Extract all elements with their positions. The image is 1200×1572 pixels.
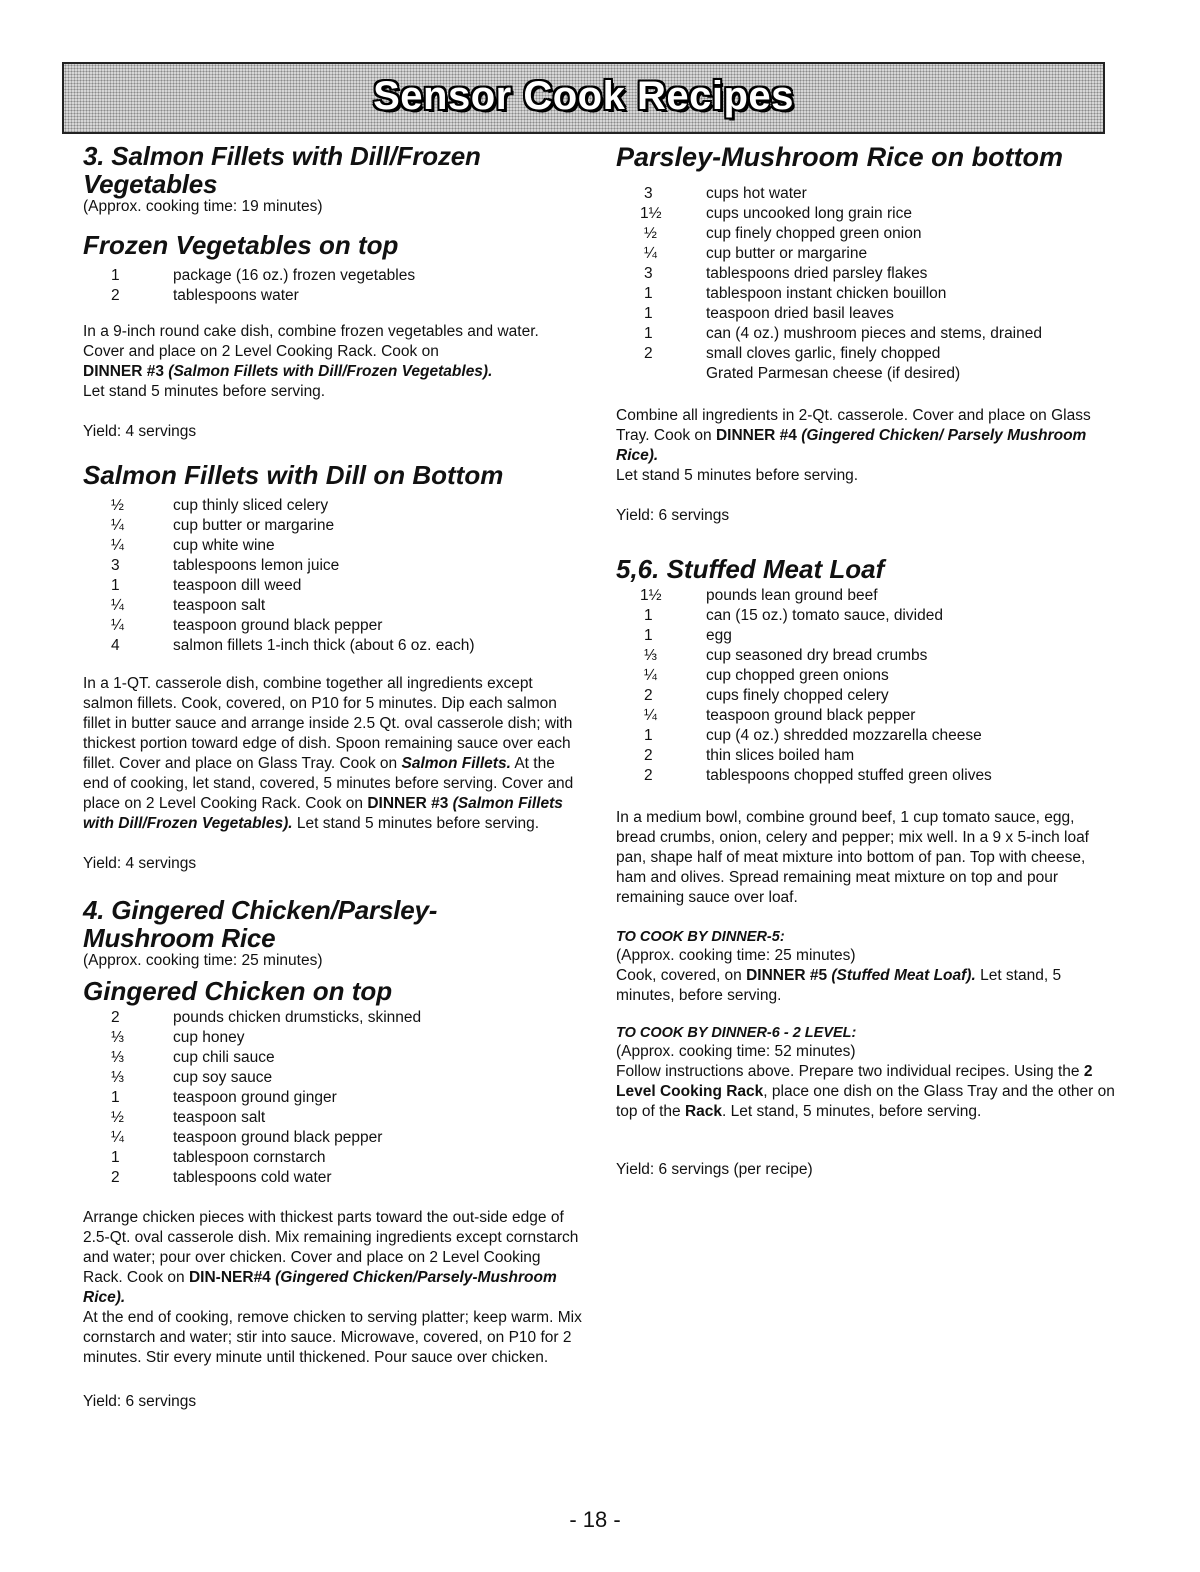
ingredient-item: teaspoon salt — [173, 597, 266, 614]
instruction-text: At the end of cooking, remove chicken to serving platter; keep warm. Mix cornstarch and water; stir into sauce. Microwave, covered, on P10 for 2 minutes. Stir every minute until thickened. Pour sauce over chicken. — [83, 1309, 582, 1366]
ingredient-row — [616, 726, 1116, 746]
ingredient-qty: 1 — [111, 267, 120, 284]
ingredient-item: tablespoons chopped stuffed green olives — [706, 767, 992, 784]
ingredient-qty: ⅓ — [111, 1029, 124, 1046]
instruction-text: . Let stand, 5 minutes, before serving. — [722, 1103, 982, 1120]
ingredient-item: tablespoon cornstarch — [173, 1149, 326, 1166]
instruction-text: , place one dish on the Glass Tray and the other on top of the — [616, 1083, 1115, 1120]
ingredient-row — [83, 1008, 583, 1028]
ingredient-qty: 3 — [644, 265, 653, 282]
recipe-title-chicken: 4. Gingered Chicken/Parsley-Mushroom Rice — [83, 895, 438, 953]
ingredient-qty: 2 — [644, 747, 653, 764]
section-heading-salmon-fillets: Salmon Fillets with Dill on Bottom — [83, 460, 504, 490]
ingredient-row — [83, 286, 583, 306]
yield-salmon-fillets: Yield: 4 servings — [83, 855, 197, 872]
ingredient-row — [83, 266, 583, 286]
right-column — [616, 142, 1116, 1180]
ingredient-item: teaspoon ground black pepper — [706, 707, 916, 724]
ingredient-row — [616, 364, 1116, 384]
ingredient-qty: 1 — [111, 577, 120, 594]
ingredient-item: cup chopped green onions — [706, 667, 889, 684]
ingredient-item: cup soy sauce — [173, 1069, 273, 1086]
instruction-text: Let stand 5 minutes before serving. — [83, 383, 326, 400]
ingredient-row — [83, 1088, 583, 1108]
ingredient-row — [83, 1148, 583, 1168]
ingredient-qty: 2 — [111, 287, 120, 304]
ingredient-item: tablespoons lemon juice — [173, 557, 340, 574]
ingredient-row — [83, 596, 583, 616]
ingredient-item: thin slices boiled ham — [706, 747, 855, 764]
ingredient-item: salmon fillets 1-inch thick (about 6 oz. each) — [173, 637, 475, 654]
ingredient-item: cup butter or margarine — [173, 517, 335, 534]
program-name: DINNER #3 — [367, 795, 449, 812]
ingredient-row — [616, 324, 1116, 344]
ingredient-qty: ⅓ — [111, 1069, 124, 1086]
ingredient-qty: ¼ — [111, 517, 124, 534]
ingredient-row — [83, 636, 583, 656]
ingredient-item: cup honey — [173, 1029, 245, 1046]
approx-time-dinner-6: (Approx. cooking time: 52 minutes) — [616, 1043, 856, 1060]
instruction-text: In a 9-inch round cake dish, combine frozen vegetables and water. Cover and place on 2 Level Cooking Rack. Cook on — [83, 323, 539, 360]
ingredient-item: cup chili sauce — [173, 1049, 275, 1066]
ingredient-item: teaspoon ground ginger — [173, 1089, 337, 1106]
ingredient-qty: 2 — [111, 1009, 120, 1026]
instruction-text: Let stand 5 minutes before serving. — [616, 467, 859, 484]
ingredient-item: tablespoons water — [173, 287, 299, 304]
ingredient-qty: 2 — [111, 1169, 120, 1186]
program-detail: (Salmon Fillets with Dill/Frozen Vegetables). — [168, 363, 493, 380]
program-name: DINNER #5 — [746, 967, 828, 984]
instructions-dinner-5 — [616, 966, 1116, 1006]
program-name: DINNER #4 — [715, 427, 797, 444]
ingredient-row — [83, 556, 583, 576]
ingredient-item: Grated Parmesan cheese (if desired) — [706, 365, 961, 382]
page-number: - 18 - — [569, 1507, 621, 1532]
ingredient-row — [616, 224, 1116, 244]
program-name: DINNER #3 — [83, 363, 164, 380]
instructions-frozen-vegetables — [83, 322, 583, 402]
instruction-text: Let stand, 5 minutes, before serving. — [616, 967, 1062, 1004]
ingredient-item: teaspoon salt — [173, 1109, 266, 1126]
ingredient-item: can (15 oz.) tomato sauce, divided — [706, 607, 943, 624]
ingredient-qty: ¼ — [111, 537, 124, 554]
ingredient-item: cup finely chopped green onion — [706, 225, 922, 242]
instruction-text: Let stand 5 minutes before serving. — [296, 815, 540, 832]
ingredient-item: cup seasoned dry bread crumbs — [706, 647, 928, 664]
instructions-meat-loaf: In a medium bowl, combine ground beef, 1 cup tomato sauce, egg, bread crumbs, onion, celery and pepper; mix well. In a 9 x 5-inch loaf pan, shape half of meat mixture into bottom of pan. Top with cheese, ham and olives. Spread remaining meat mixture on top and pour remaining sauce over loaf. — [616, 809, 1089, 906]
ingredient-row — [83, 576, 583, 596]
ingredient-row — [83, 1028, 583, 1048]
ingredient-qty: 1 — [644, 607, 653, 624]
ingredient-item: cups hot water — [706, 185, 807, 202]
ingredient-qty: 3 — [644, 185, 653, 202]
ingredient-qty — [616, 364, 706, 384]
ingredient-row — [83, 536, 583, 556]
ingredient-qty: ⅓ — [111, 1049, 124, 1066]
ingredient-qty: 1 — [111, 1149, 120, 1166]
ingredient-item: cup white wine — [173, 537, 275, 554]
equipment-name: 2 Level Cooking Rack — [616, 1063, 1093, 1100]
ingredient-qty: ½ — [644, 225, 657, 242]
ingredient-item: can (4 oz.) mushroom pieces and stems, drained — [706, 325, 1042, 342]
ingredient-item: teaspoon dried basil leaves — [706, 305, 894, 322]
ingredient-row — [616, 626, 1116, 646]
ingredient-row — [616, 706, 1116, 726]
yield-frozen-vegetables: Yield: 4 servings — [83, 423, 197, 440]
ingredient-row — [616, 344, 1116, 364]
left-column — [83, 142, 583, 1412]
ingredient-item: cup butter or margarine — [706, 245, 868, 262]
equipment-name: Rack — [684, 1103, 723, 1120]
program-detail: (Gingered Chicken/ Parsely Mushroom Rice). — [616, 427, 1087, 464]
ingredient-row — [616, 284, 1116, 304]
ingredient-row — [83, 1168, 583, 1188]
ingredient-qty: 1 — [644, 727, 653, 744]
instruction-text: Combine all ingredients in 2-Qt. casserole. Cover and place on Glass Tray. Cook on — [616, 407, 1091, 444]
ingredient-list-gingered-chicken — [83, 1008, 583, 1188]
yield-parsley-rice: Yield: 6 servings — [616, 507, 730, 524]
section-heading-frozen-vegetables: Frozen Vegetables on top — [83, 230, 399, 260]
ingredient-list-parsley-rice — [616, 184, 1116, 384]
instruction-text: Cook, covered, on — [616, 967, 742, 984]
instruction-text: At the end of cooking, let stand, covered, 5 minutes before serving. Cover and place on 2 Level Cooking Rack. Cook on — [83, 755, 574, 812]
ingredient-row — [83, 496, 583, 516]
program-detail: (Gingered Chicken/Parsely-Mushroom Rice). — [83, 1269, 557, 1306]
ingredient-list-meat-loaf — [616, 586, 1116, 786]
ingredient-qty: ¼ — [111, 617, 124, 634]
ingredient-row — [616, 646, 1116, 666]
ingredient-qty: 3 — [111, 557, 120, 574]
ingredient-qty: ¼ — [644, 245, 657, 262]
ingredient-row — [616, 184, 1116, 204]
ingredient-item: cup (4 oz.) shredded mozzarella cheese — [706, 727, 982, 744]
ingredient-qty: ¼ — [111, 597, 124, 614]
recipe-title-salmon: 3. Salmon Fillets with Dill/Frozen Vegetables — [83, 141, 481, 199]
ingredient-row — [83, 616, 583, 636]
section-heading-gingered-chicken: Gingered Chicken on top — [83, 976, 393, 1006]
ingredient-list-salmon-fillets — [83, 496, 583, 656]
ingredient-item: tablespoons dried parsley flakes — [706, 265, 928, 282]
ingredient-list-frozen-vegetables — [83, 266, 583, 306]
program-name: DIN-NER#4 — [188, 1269, 271, 1286]
ingredient-item: tablespoon instant chicken bouillon — [706, 285, 947, 302]
ingredient-item: teaspoon ground black pepper — [173, 1129, 383, 1146]
title-banner — [62, 62, 1105, 134]
ingredient-item: pounds lean ground beef — [706, 587, 878, 604]
section-heading-parsley-rice: Parsley-Mushroom Rice on bottom — [616, 142, 1064, 172]
yield-gingered-chicken: Yield: 6 servings — [83, 1393, 197, 1410]
ingredient-row — [616, 204, 1116, 224]
recipe-title-meat-loaf: 5,6. Stuffed Meat Loaf — [616, 554, 885, 584]
ingredient-item: tablespoons cold water — [173, 1169, 332, 1186]
ingredient-qty: 4 — [111, 637, 120, 654]
ingredient-row — [616, 766, 1116, 786]
ingredient-qty: 2 — [644, 767, 653, 784]
ingredient-item: teaspoon ground black pepper — [173, 617, 383, 634]
ingredient-qty: 2 — [644, 345, 653, 362]
ingredient-item: small cloves garlic, finely chopped — [706, 345, 941, 362]
ingredient-row — [616, 264, 1116, 284]
ingredient-row — [83, 1128, 583, 1148]
instructions-dinner-6 — [616, 1062, 1116, 1122]
ingredient-qty: 1 — [644, 627, 653, 644]
ingredient-row — [616, 746, 1116, 766]
ingredient-qty: 1 — [644, 285, 653, 302]
approx-time-salmon: (Approx. cooking time: 19 minutes) — [83, 198, 323, 215]
ingredient-qty: 1 — [644, 325, 653, 342]
page-title: Sensor Cook Recipes — [373, 74, 794, 118]
ingredient-item: egg — [706, 627, 732, 644]
approx-time-dinner-5: (Approx. cooking time: 25 minutes) — [616, 947, 856, 964]
ingredient-qty: ½ — [111, 1109, 124, 1126]
ingredient-qty: ½ — [111, 497, 124, 514]
ingredient-item: cup thinly sliced celery — [173, 497, 329, 514]
ingredient-qty: 2 — [644, 687, 653, 704]
instruction-text: Arrange chicken pieces with thickest parts toward the out-side edge of 2.5-Qt. oval casserole dish. Mix remaining ingredients except cornstarch and water; pour over chicken. Cover and place on 2 Level Cooking Rack. Cook on — [83, 1209, 579, 1286]
ingredient-item: package (16 oz.) frozen vegetables — [173, 267, 416, 284]
ingredient-qty: 1 — [111, 1089, 120, 1106]
ingredient-item: pounds chicken drumsticks, skinned — [173, 1009, 422, 1026]
dinner-5-heading: TO COOK BY DINNER-5: — [616, 929, 785, 945]
ingredient-qty: ¼ — [644, 707, 657, 724]
approx-time-chicken: (Approx. cooking time: 25 minutes) — [83, 952, 323, 969]
instruction-text: Follow instructions above. Prepare two individual recipes. Using the — [616, 1063, 1080, 1080]
program-detail: (Stuffed Meat Loaf). — [831, 967, 976, 984]
ingredient-row — [616, 666, 1116, 686]
ingredient-row — [616, 606, 1116, 626]
ingredient-qty: ¼ — [644, 667, 657, 684]
instructions-parsley-rice — [616, 406, 1116, 486]
ingredient-row — [83, 1108, 583, 1128]
instructions-salmon-fillets — [83, 674, 583, 834]
dinner-6-heading: TO COOK BY DINNER-6 - 2 LEVEL: — [616, 1025, 857, 1041]
yield-meat-loaf: Yield: 6 servings (per recipe) — [616, 1161, 813, 1178]
program-detail: (Salmon Fillets with Dill/Frozen Vegetables). — [83, 795, 563, 832]
program-detail: Salmon Fillets. — [401, 755, 511, 772]
ingredient-row — [616, 244, 1116, 264]
ingredient-qty: ⅓ — [644, 647, 657, 664]
ingredient-row — [616, 304, 1116, 324]
ingredient-qty: 1½ — [640, 205, 662, 222]
ingredient-item: cups finely chopped celery — [706, 687, 889, 704]
ingredient-row — [83, 1048, 583, 1068]
ingredient-row — [83, 1068, 583, 1088]
instructions-gingered-chicken — [83, 1208, 583, 1368]
ingredient-row — [616, 686, 1116, 706]
instruction-text: In a 1-QT. casserole dish, combine together all ingredients except salmon fillets. Cook, covered, on P10 for 5 minutes. Dip each salmon fillet in butter sauce and arrange inside 2.5 Qt. oval casserole dish; with thickest portion toward edge of dish. Spoon remaining sauce over each fillet. Cover and place on Glass Tray. Cook on — [83, 675, 573, 772]
ingredient-item: cups uncooked long grain rice — [706, 205, 912, 222]
ingredient-row — [83, 516, 583, 536]
ingredient-qty: ¼ — [111, 1129, 124, 1146]
ingredient-item: teaspoon dill weed — [173, 577, 302, 594]
ingredient-row — [616, 586, 1116, 606]
ingredient-qty: 1 — [644, 305, 653, 322]
ingredient-qty: 1½ — [640, 587, 662, 604]
